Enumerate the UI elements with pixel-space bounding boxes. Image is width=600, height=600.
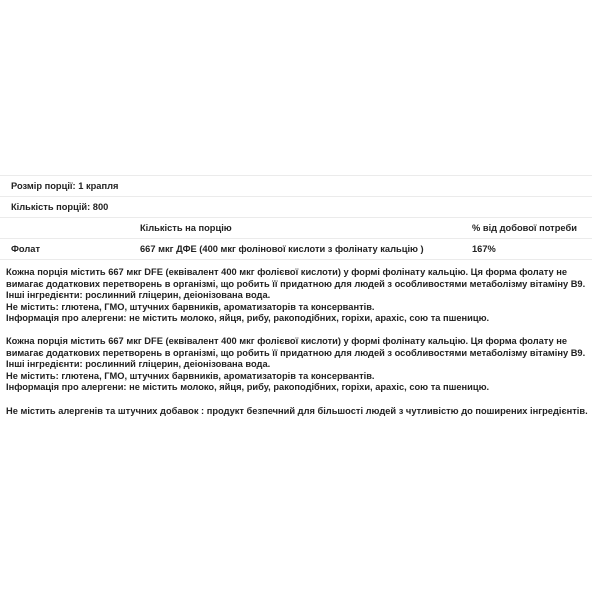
header-name: [0, 218, 129, 239]
servings-count: Кількість порцій: 800: [0, 197, 592, 218]
nutrient-name: Фолат: [0, 239, 129, 260]
allergen-info-line: Інформація про алергени: не містить молоко, яйця, рибу, ракоподібних, горіхи, арахіс, сою та пшеницю.: [6, 313, 490, 324]
description-line: Кожна порція містить 667 мкг DFE (еквівалент 400 мкг фолієвої кислоти) у формі фолінату кальцію. Ця форма фолату не: [6, 335, 568, 346]
ingredients-line: Інші інгредієнти: рослинний гліцерин, деіонізована вода.: [6, 359, 271, 370]
allergen-info-line: Інформація про алергени: не містить молоко, яйця, рибу, ракоподібних, горіхи, арахіс, сою та пшеницю.: [6, 382, 490, 393]
product-info: [0, 175, 600, 418]
header-daily-value: % від добової потреби: [461, 218, 592, 239]
description-line: Кожна порція містить 667 мкг DFE (еквівалент 400 мкг фолієвої кислоти) у формі фолінату кальцію. Ця форма фолату не: [6, 267, 568, 277]
description-line: вимагає додаткових перетворень в організмі, що робить її придатною для людей з особливостями метаболізму вітаміну B9.: [6, 347, 586, 358]
ingredients-line: Інші інгредієнти: рослинний гліцерин, деіонізована вода.: [6, 290, 271, 301]
allergen-summary-line: Не містить алергенів та штучних добавок : продукт безпечний для більшості людей з чутливістю до поширених інгредієнтів.: [6, 405, 588, 416]
nutrient-daily-value: 167%: [461, 239, 592, 260]
serving-size: Розмір порції: 1 крапля: [0, 176, 592, 197]
free-from-line: Не містить: глютена, ГМО, штучних барвників, ароматизаторів та консервантів.: [6, 370, 375, 381]
supplement-facts-table: [0, 175, 592, 260]
table-header-row: [0, 218, 592, 239]
servings-count-row: [0, 197, 592, 218]
description-block-2: [0, 336, 596, 394]
allergen-summary: [0, 406, 596, 418]
description-line: вимагає додаткових перетворень в організмі, що робить її придатною для людей з особливостями метаболізму вітаміну B9.: [6, 278, 586, 289]
free-from-line: Не містить: глютена, ГМО, штучних барвників, ароматизаторів та консервантів.: [6, 301, 375, 312]
header-amount: Кількість на порцію: [129, 218, 461, 239]
table-row: [0, 239, 592, 260]
description-block-1: [0, 267, 596, 325]
nutrient-amount: 667 мкг ДФЕ (400 мкг фолінової кислоти з фолінату кальцію ): [129, 239, 461, 260]
serving-size-row: [0, 176, 592, 197]
